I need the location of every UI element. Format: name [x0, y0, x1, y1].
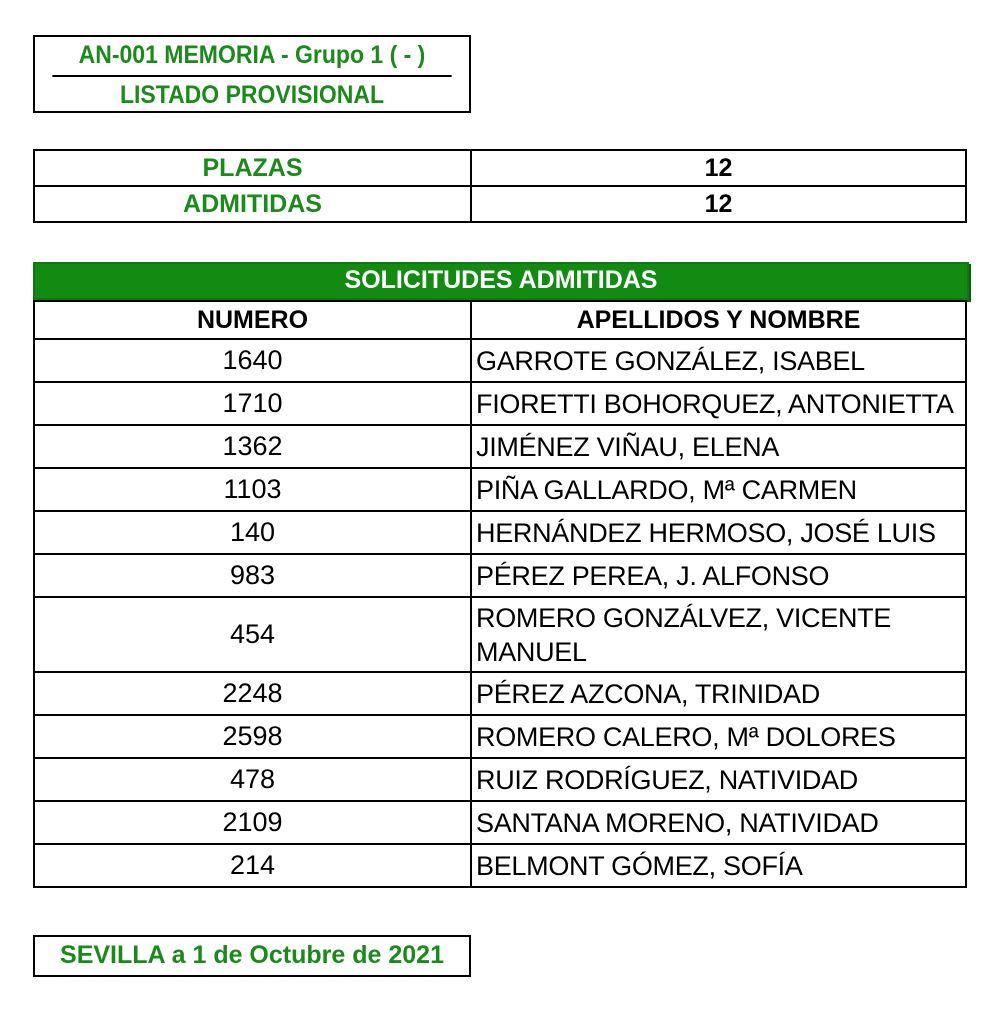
summary-table [33, 149, 967, 223]
nombre-cell: HERNÁNDEZ HERMOSO, JOSÉ LUIS [471, 511, 966, 554]
nombre-cell: PIÑA GALLARDO, Mª CARMEN [471, 468, 966, 511]
admitidas-value: 12 [471, 186, 966, 222]
nombre-cell: JIMÉNEZ VIÑAU, ELENA [471, 425, 966, 468]
nombre-cell: BELMONT GÓMEZ, SOFÍA [471, 844, 966, 887]
plazas-label: PLAZAS [34, 150, 471, 186]
table-row [34, 468, 966, 511]
nombre-cell: GARROTE GONZÁLEZ, ISABEL [471, 339, 966, 382]
numero-cell: 454 [34, 597, 471, 672]
table-row [34, 597, 966, 672]
column-header-numero: NUMERO [34, 301, 471, 339]
nombre-cell: ROMERO CALERO, Mª DOLORES [471, 715, 966, 758]
table-row [34, 554, 966, 597]
table-row [34, 801, 966, 844]
numero-cell: 2248 [34, 672, 471, 715]
numero-cell: 478 [34, 758, 471, 801]
admitted-table [33, 300, 967, 888]
nombre-cell: PÉREZ AZCONA, TRINIDAD [471, 672, 966, 715]
plazas-value: 12 [471, 150, 966, 186]
list-heading: SOLICITUDES ADMITIDAS [33, 262, 969, 300]
table-row [34, 382, 966, 425]
plazas-row [34, 150, 966, 186]
document-subtitle: LISTADO PROVISIONAL [52, 75, 451, 115]
numero-cell: 2598 [34, 715, 471, 758]
place-date: SEVILLA a 1 de Octubre de 2021 [60, 941, 444, 969]
table-row [34, 511, 966, 554]
table-row [34, 715, 966, 758]
table-row [34, 425, 966, 468]
nombre-cell: FIORETTI BOHORQUEZ, ANTONIETTA [471, 382, 966, 425]
title-box [33, 35, 471, 113]
column-header-nombre: APELLIDOS Y NOMBRE [471, 301, 966, 339]
table-row [34, 672, 966, 715]
numero-cell: 140 [34, 511, 471, 554]
place-date-box [33, 935, 471, 977]
table-header-row [34, 301, 966, 339]
numero-cell: 1640 [34, 339, 471, 382]
nombre-cell: PÉREZ PEREA, J. ALFONSO [471, 554, 966, 597]
numero-cell: 2109 [34, 801, 471, 844]
numero-cell: 983 [34, 554, 471, 597]
table-row [34, 339, 966, 382]
nombre-cell: SANTANA MORENO, NATIVIDAD [471, 801, 966, 844]
numero-cell: 1710 [34, 382, 471, 425]
numero-cell: 1362 [34, 425, 471, 468]
admitidas-label: ADMITIDAS [34, 186, 471, 222]
nombre-cell: ROMERO GONZÁLVEZ, VICENTE MANUEL [471, 597, 966, 672]
document-title: AN-001 MEMORIA - Grupo 1 ( - ) [78, 41, 426, 69]
admitidas-row [34, 186, 966, 222]
table-row [34, 758, 966, 801]
numero-cell: 1103 [34, 468, 471, 511]
table-row [34, 844, 966, 887]
admitted-list [33, 262, 967, 888]
numero-cell: 214 [34, 844, 471, 887]
nombre-cell: RUIZ RODRÍGUEZ, NATIVIDAD [471, 758, 966, 801]
